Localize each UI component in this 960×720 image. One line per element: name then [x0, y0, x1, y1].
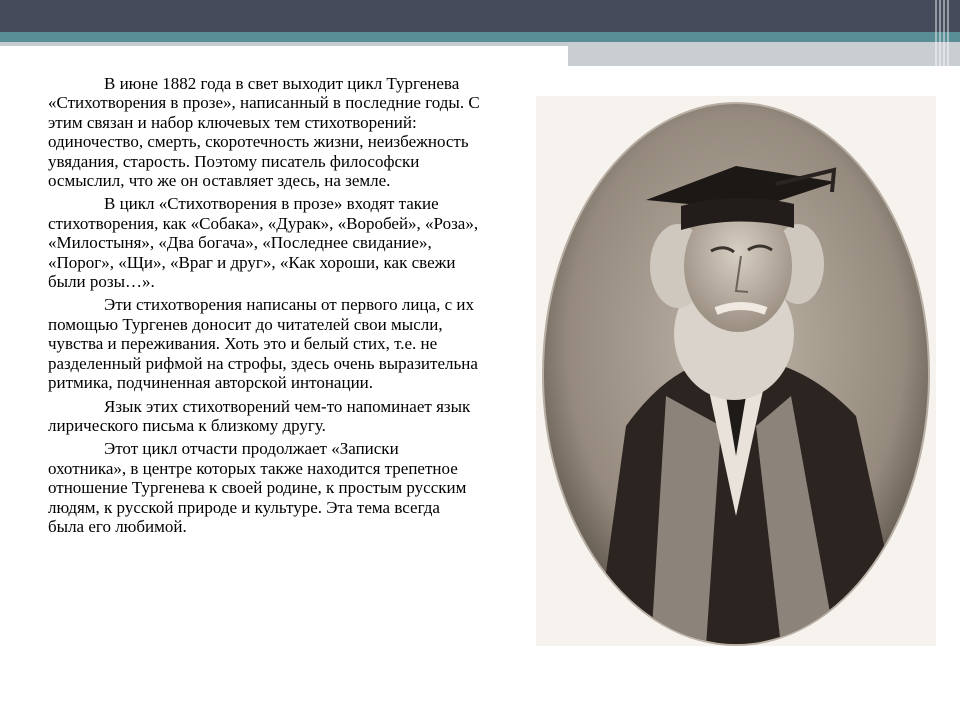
accent-bar — [0, 32, 960, 42]
divider-bar — [0, 42, 568, 46]
body-text — [48, 74, 480, 540]
decorative-lines — [930, 0, 960, 66]
paragraph-4: Язык этих стихотворений чем-то напоминает язык лирического письма к близкому другу. — [48, 396, 471, 435]
paragraph-3: Эти стихотворения написаны от первого лица, с их помощью Тургенев доносит до читателей свои мысли, чувства и переживания. Хоть это и белый стих, т.е. не разделенный рифмой на строфы, здесь очень выразительна ритмика, подчиненная авторской интонации. — [48, 295, 478, 393]
header-bar — [0, 0, 960, 32]
paragraph-1: В июне 1882 года в свет выходит цикл Тургенева «Стихотворения в прозе», написанный в последние годы. С этим связан и набор ключевых тем стихотворений: одиночество, смерть, скоротечность жизни, неизбежность увядания, старость. Поэтому писатель философски осмыслил, что же он оставляет здесь, на земле. — [48, 74, 480, 191]
portrait-photo — [536, 96, 936, 646]
paragraph-5: Этот цикл отчасти продолжает «Записки охотника», в центре которых также находится трепетное отношение Тургенева к своей родине, к простым русским людям, к русской природе и культуре. Эта тема всегда была его любимой. — [48, 439, 467, 536]
accent-block — [568, 42, 960, 66]
paragraph-2: В цикл «Стихотворения в прозе» входят такие стихотворения, как «Собака», «Дурак», «Воробей», «Роза», «Милостыня», «Два богача», «Последнее свидание», «Порог», «Щи», «Враг и друг», «Как хороши, как свежи были розы…». — [48, 194, 479, 292]
